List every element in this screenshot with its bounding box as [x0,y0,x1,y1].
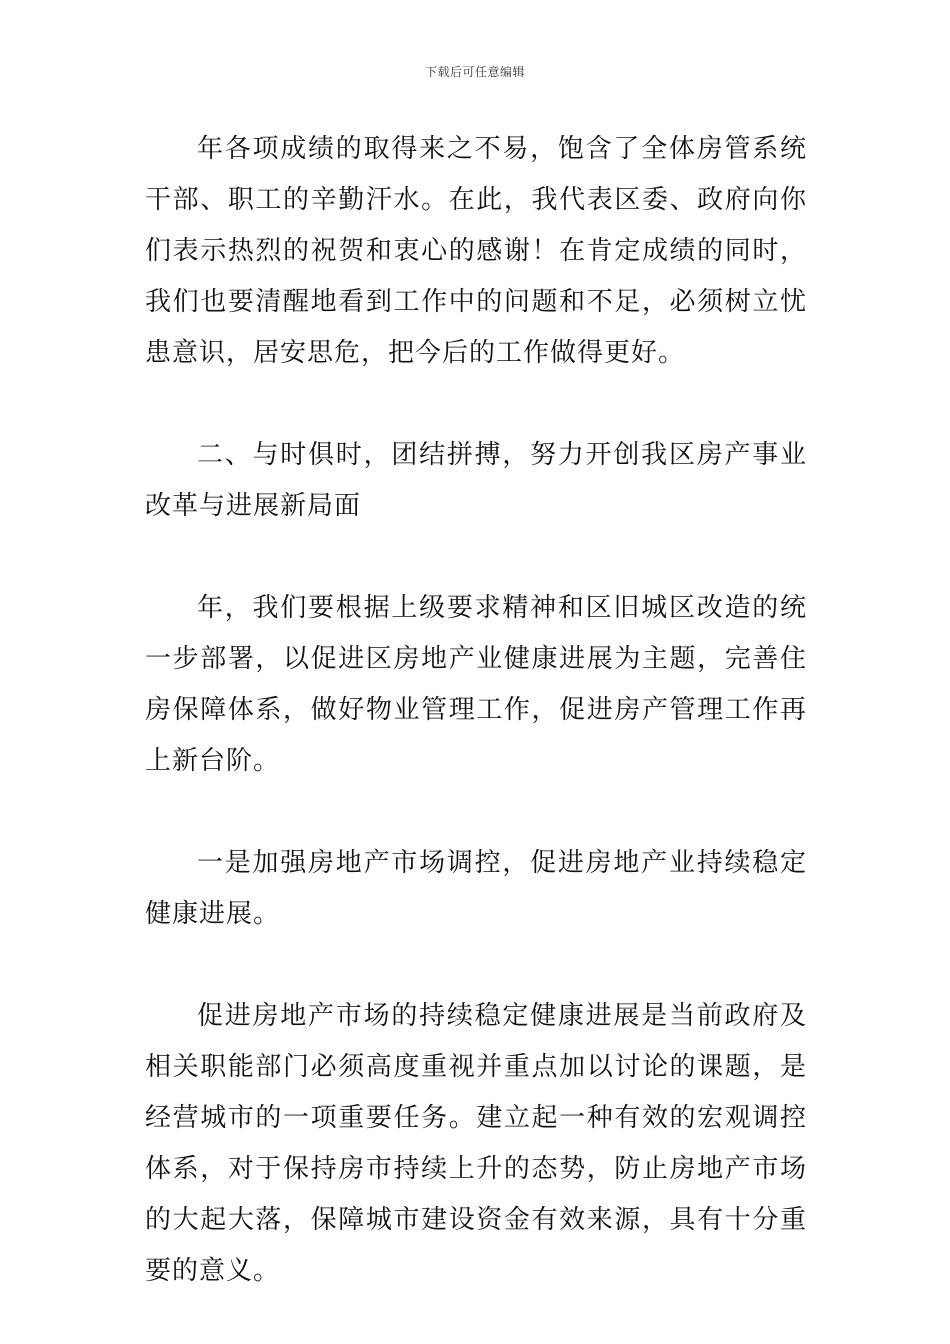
document-body [145,124,807,1297]
section-heading-two: 二、与时俱时，团结拼搏，努力开创我区房产事业改革与进展新局面 [145,440,807,521]
paragraph-gap [145,379,807,430]
paragraph-market-development: 促进房地产市场的持续稳定健康进展是当前政府及相关职能部门必须高度重视并重点加以讨论的课题，是经营城市的一项重要任务。建立起一种有效的宏观调控体系，对于保持房市持续上升的态势，防止房地产市场的大起大落，保障城市建设资金有效来源，具有十分重要的意义。 [145,1001,807,1286]
paragraph-achievements: 年各项成绩的取得来之不易，饱含了全体房管系统干部、职工的辛勤汗水。在此，我代表区委、政府向你们表示热烈的祝贺和衷心的感谢！在肯定成绩的同时，我们也要清醒地看到工作中的问题和不足，必须树立忧患意识，居安思危，把今后的工作做得更好。 [145,134,807,368]
paragraph-annual-plan: 年，我们要根据上级要求精神和区旧城区改造的统一步部署，以促进区房地产业健康进展为主题，完善住房保障体系，做好物业管理工作，促进房产管理工作再上新台阶。 [145,593,807,776]
paragraph-point-one: 一是加强房地产市场调控，促进房地产业持续稳定健康进展。 [145,848,807,929]
paragraph-gap [145,940,807,991]
paragraph-gap [145,787,807,838]
page-header-note: 下载后可任意编辑 [424,65,525,79]
paragraph-gap [145,532,807,583]
